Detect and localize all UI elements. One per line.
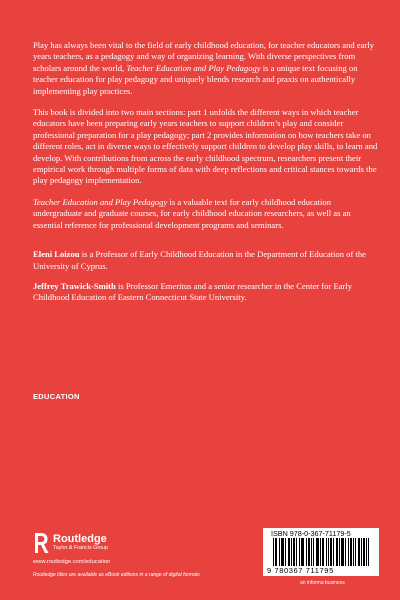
book-title-italic: Teacher Education and Play Pedagogy <box>126 62 261 73</box>
blurb-paragraph-3 <box>33 197 378 231</box>
author-bio-2 <box>33 281 378 304</box>
author-bio-text: is a Professor of Early Childhood Education in the Department of Education of the University of Cyprus. <box>33 249 366 271</box>
routledge-r-icon <box>33 532 49 554</box>
blurb-text: is a valuable text for early childhood education undergraduate and graduate courses, for early childhood education researchers, as well as an essential reference for professional development programs and seminars. <box>33 196 351 230</box>
blurb-paragraph-1 <box>33 40 378 97</box>
book-title-italic: Teacher Education and Play Pedagogy <box>33 196 168 207</box>
publisher-name: Routledge <box>53 533 107 545</box>
author-name: Eleni Loizou <box>33 249 80 260</box>
barcode-digits: 9 780367 711795 <box>267 566 334 575</box>
author-bio-text: is Professor Emeritus and a senior researcher in the Center for Early Childhood Education of Eastern Connecticut State University. <box>33 280 353 303</box>
back-cover-text <box>33 40 378 313</box>
isbn-label: ISBN 978-0-367-71179-5 <box>271 529 351 538</box>
barcode-icon <box>273 538 369 566</box>
publisher-logo <box>33 532 108 554</box>
author-bio-1 <box>33 249 378 272</box>
blurb-text: Play has always been vital to the field of early childhood education, for teacher educators and early years teachers, as a pedagogy and way of organizing learning. With diverse perspectives from scholars around the world, <box>33 40 374 73</box>
author-name: Jeffrey Trawick-Smith <box>33 280 116 291</box>
publisher-website[interactable]: www.routledge.com/education <box>33 559 111 565</box>
barcode-box <box>263 528 379 576</box>
ebook-note: Routledge titles are available as eBook editions in a range of digital formats <box>33 572 200 578</box>
informa-tagline: an informa business <box>300 580 345 586</box>
category-label: EDUCATION <box>33 392 80 401</box>
publisher-group: Taylor & Francis Group <box>53 545 109 551</box>
blurb-paragraph-2: This book is divided into two main sections: part 1 unfolds the different ways in which teacher educators have been preparing early years teachers to support children’s play and consider professional preparation for a play pedagogy; part 2 provides information on how teachers take on different roles, act in diverse ways to effectively support children to develop play skills, to learn and develop. With contributions from across the early childhood spectrum, researchers present their empirical work through multiple forms of data with deep reflections and critical stances towards the play pedagogy implementation. <box>33 107 378 186</box>
blurb-text: is a unique text focusing on teacher education for play pedagogy and uniquely blends research and praxis on authentically implementing play practices. <box>33 62 358 96</box>
